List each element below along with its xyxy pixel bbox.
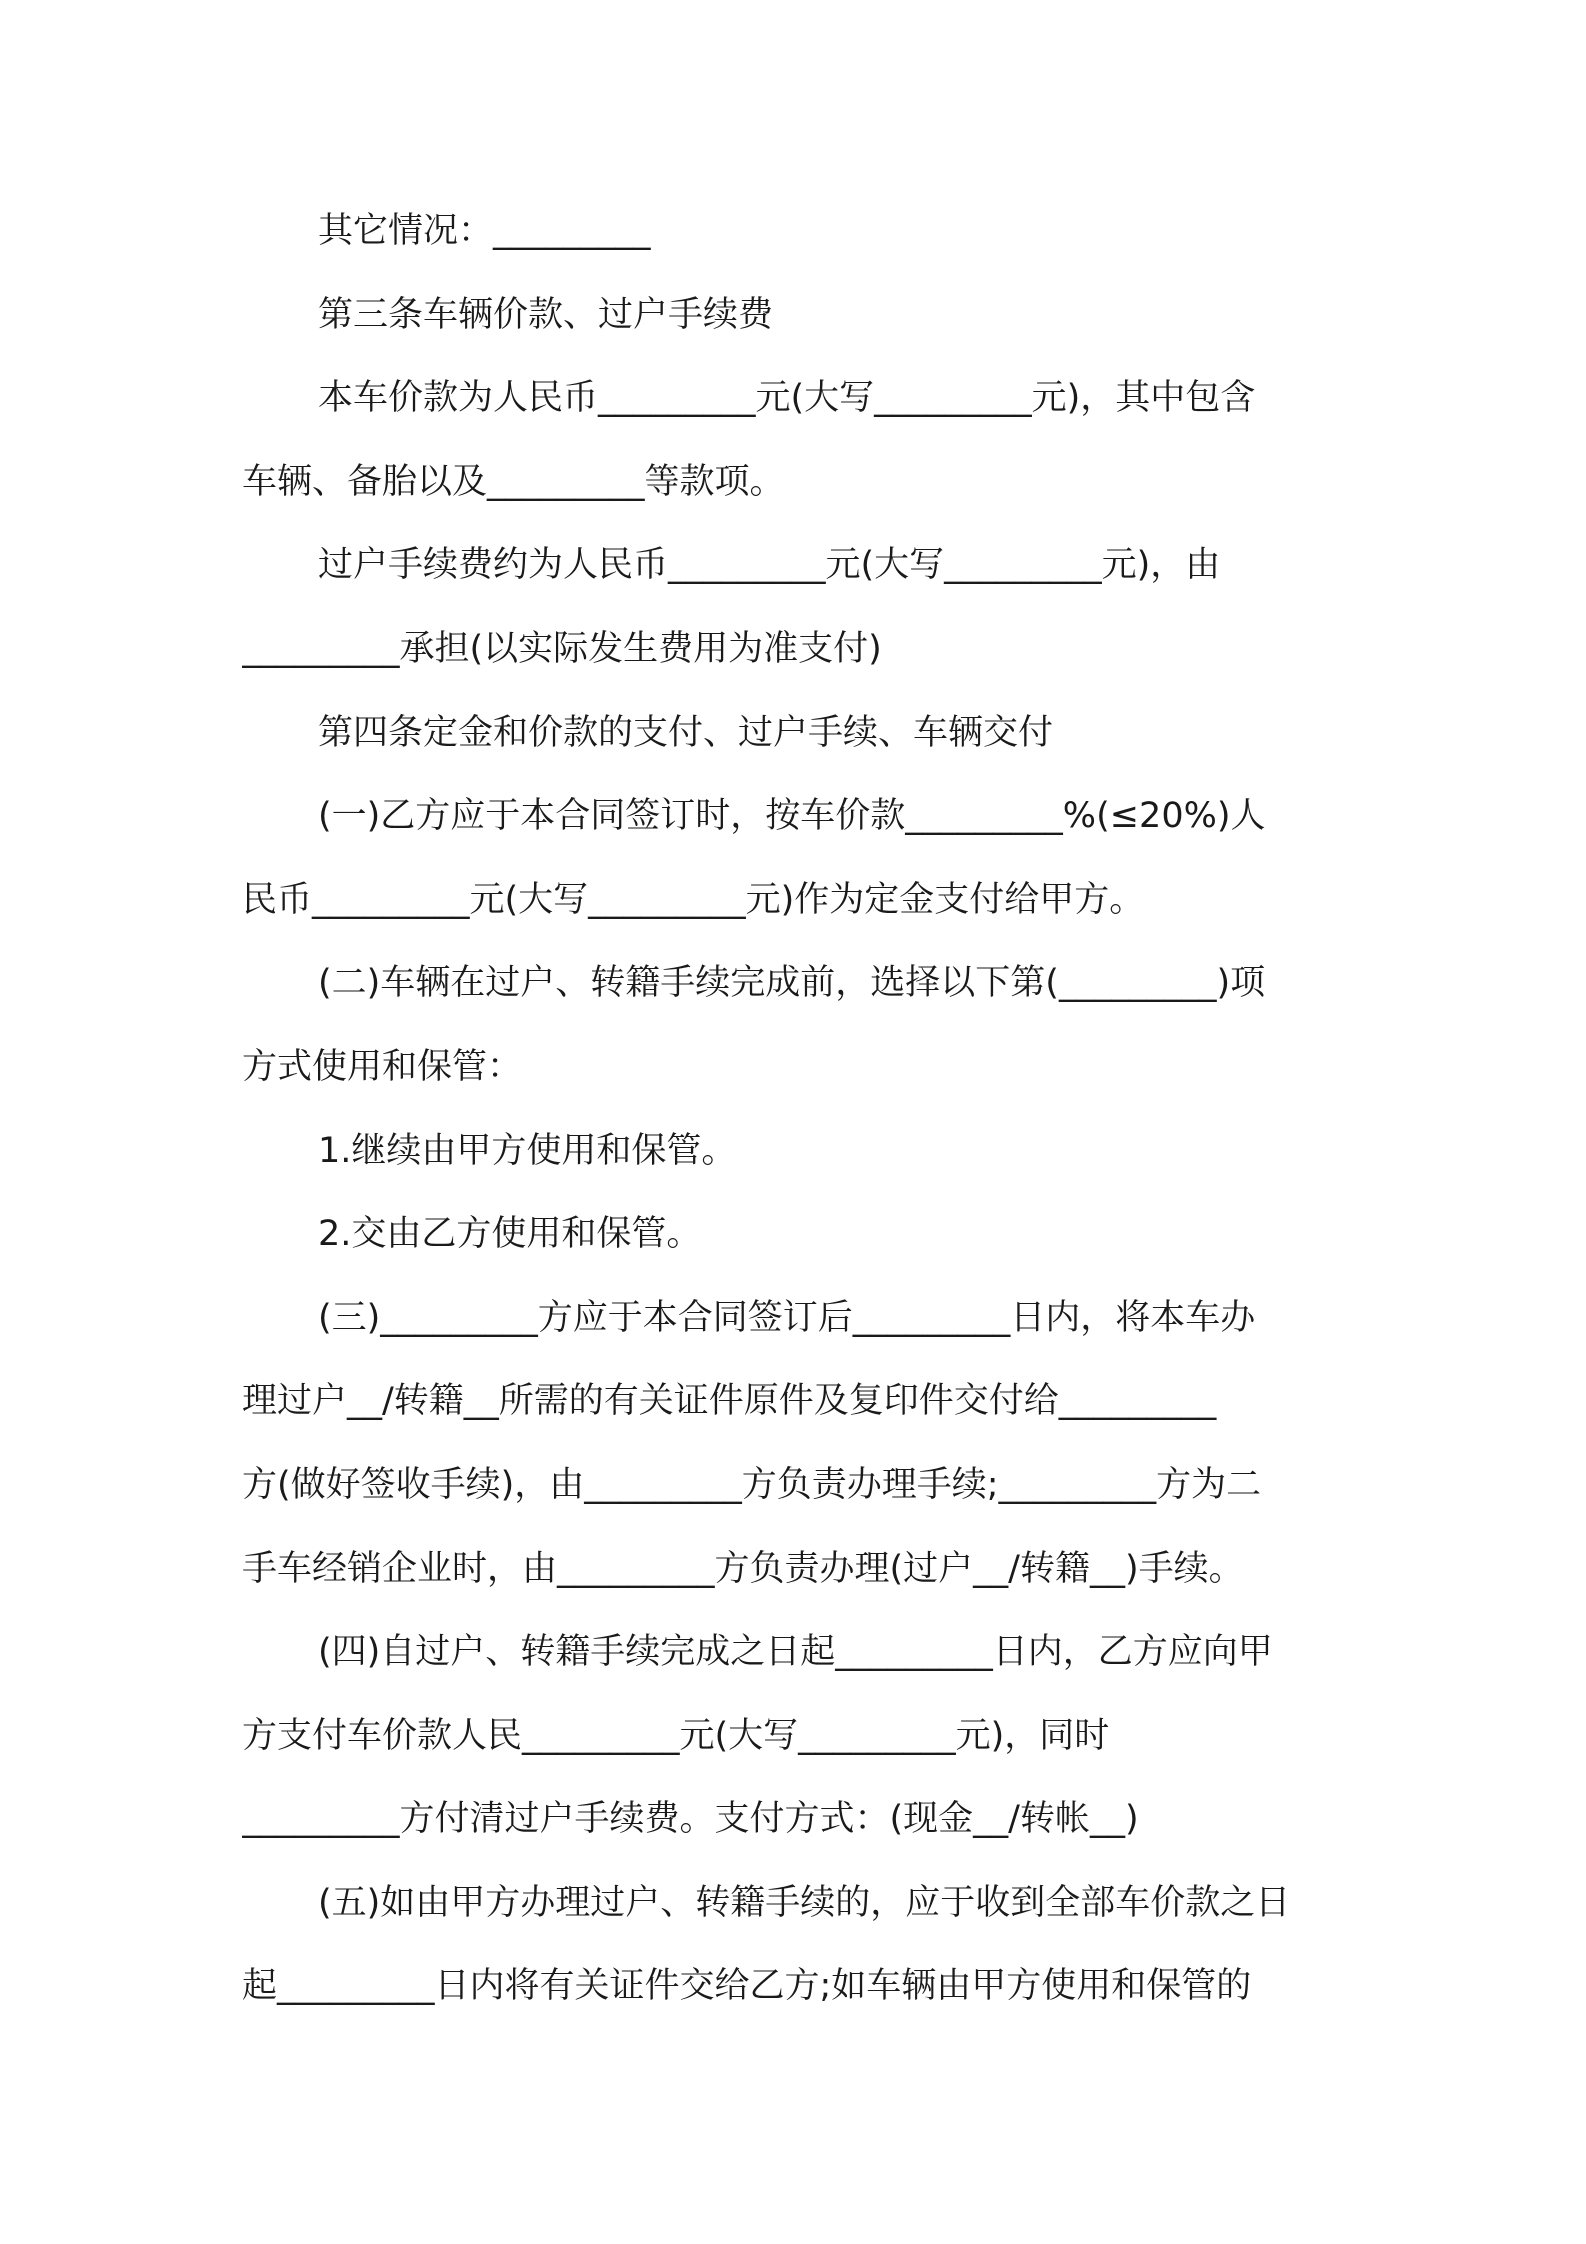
line-clause-4-cont-2: _________方付清过户手续费。支付方式：(现金__/转帐__) [242,1799,1139,1840]
line-clause-5: (五)如由甲方办理过户、转籍手续的，应于收到全部车价款之日 [318,1882,1291,1923]
line-clause-5-cont: 起_________日内将有关证件交给乙方;如车辆由甲方使用和保管的 [242,1966,1252,2007]
heading-article-3: 第三条车辆价款、过户手续费 [318,294,774,335]
line-clause-3-cont-1: 理过户__/转籍__所需的有关证件原件及复印件交付给_________ [242,1381,1217,1422]
line-transfer-fee-cont: _________承担(以实际发生费用为准支付) [242,628,882,669]
line-clause-3: (三)_________方应于本合同签订后_________日内，将本车办 [318,1297,1256,1338]
line-vehicle-price-cont: 车辆、备胎以及_________等款项。 [242,461,785,502]
line-clause-4: (四)自过户、转籍手续完成之日起_________日内，乙方应向甲 [318,1632,1273,1673]
line-other-conditions: 其它情况：_________ [318,211,651,251]
line-clause-2-cont: 方式使用和保管： [242,1046,523,1087]
line-vehicle-price: 本车价款为人民币_________元(大写_________元)，其中包含 [318,378,1256,419]
line-clause-3-cont-2: 方(做好签收手续)，由_________方负责办理手续;_________方为二 [242,1464,1262,1505]
line-option-2: 2.交由乙方使用和保管。 [318,1214,702,1255]
line-clause-2: (二)车辆在过户、转籍手续完成前，选择以下第(_________)项 [318,963,1266,1004]
line-clause-3-cont-3: 手车经销企业时，由_________方负责办理(过户__/转籍__)手续。 [242,1548,1244,1589]
line-clause-4-cont-1: 方支付车价款人民_________元(大写_________元)，同时 [242,1715,1110,1756]
heading-article-4: 第四条定金和价款的支付、过户手续、车辆交付 [318,712,1054,753]
line-option-1: 1.继续由甲方使用和保管。 [318,1130,737,1171]
contract-page [242,190,1356,2029]
line-clause-1: (一)乙方应于本合同签订时，按车价款_________%(≤20%)人 [318,796,1266,837]
line-transfer-fee: 过户手续费约为人民币_________元(大写_________元)，由 [318,545,1221,586]
line-clause-1-cont: 民币_________元(大写_________元)作为定金支付给甲方。 [242,879,1145,920]
